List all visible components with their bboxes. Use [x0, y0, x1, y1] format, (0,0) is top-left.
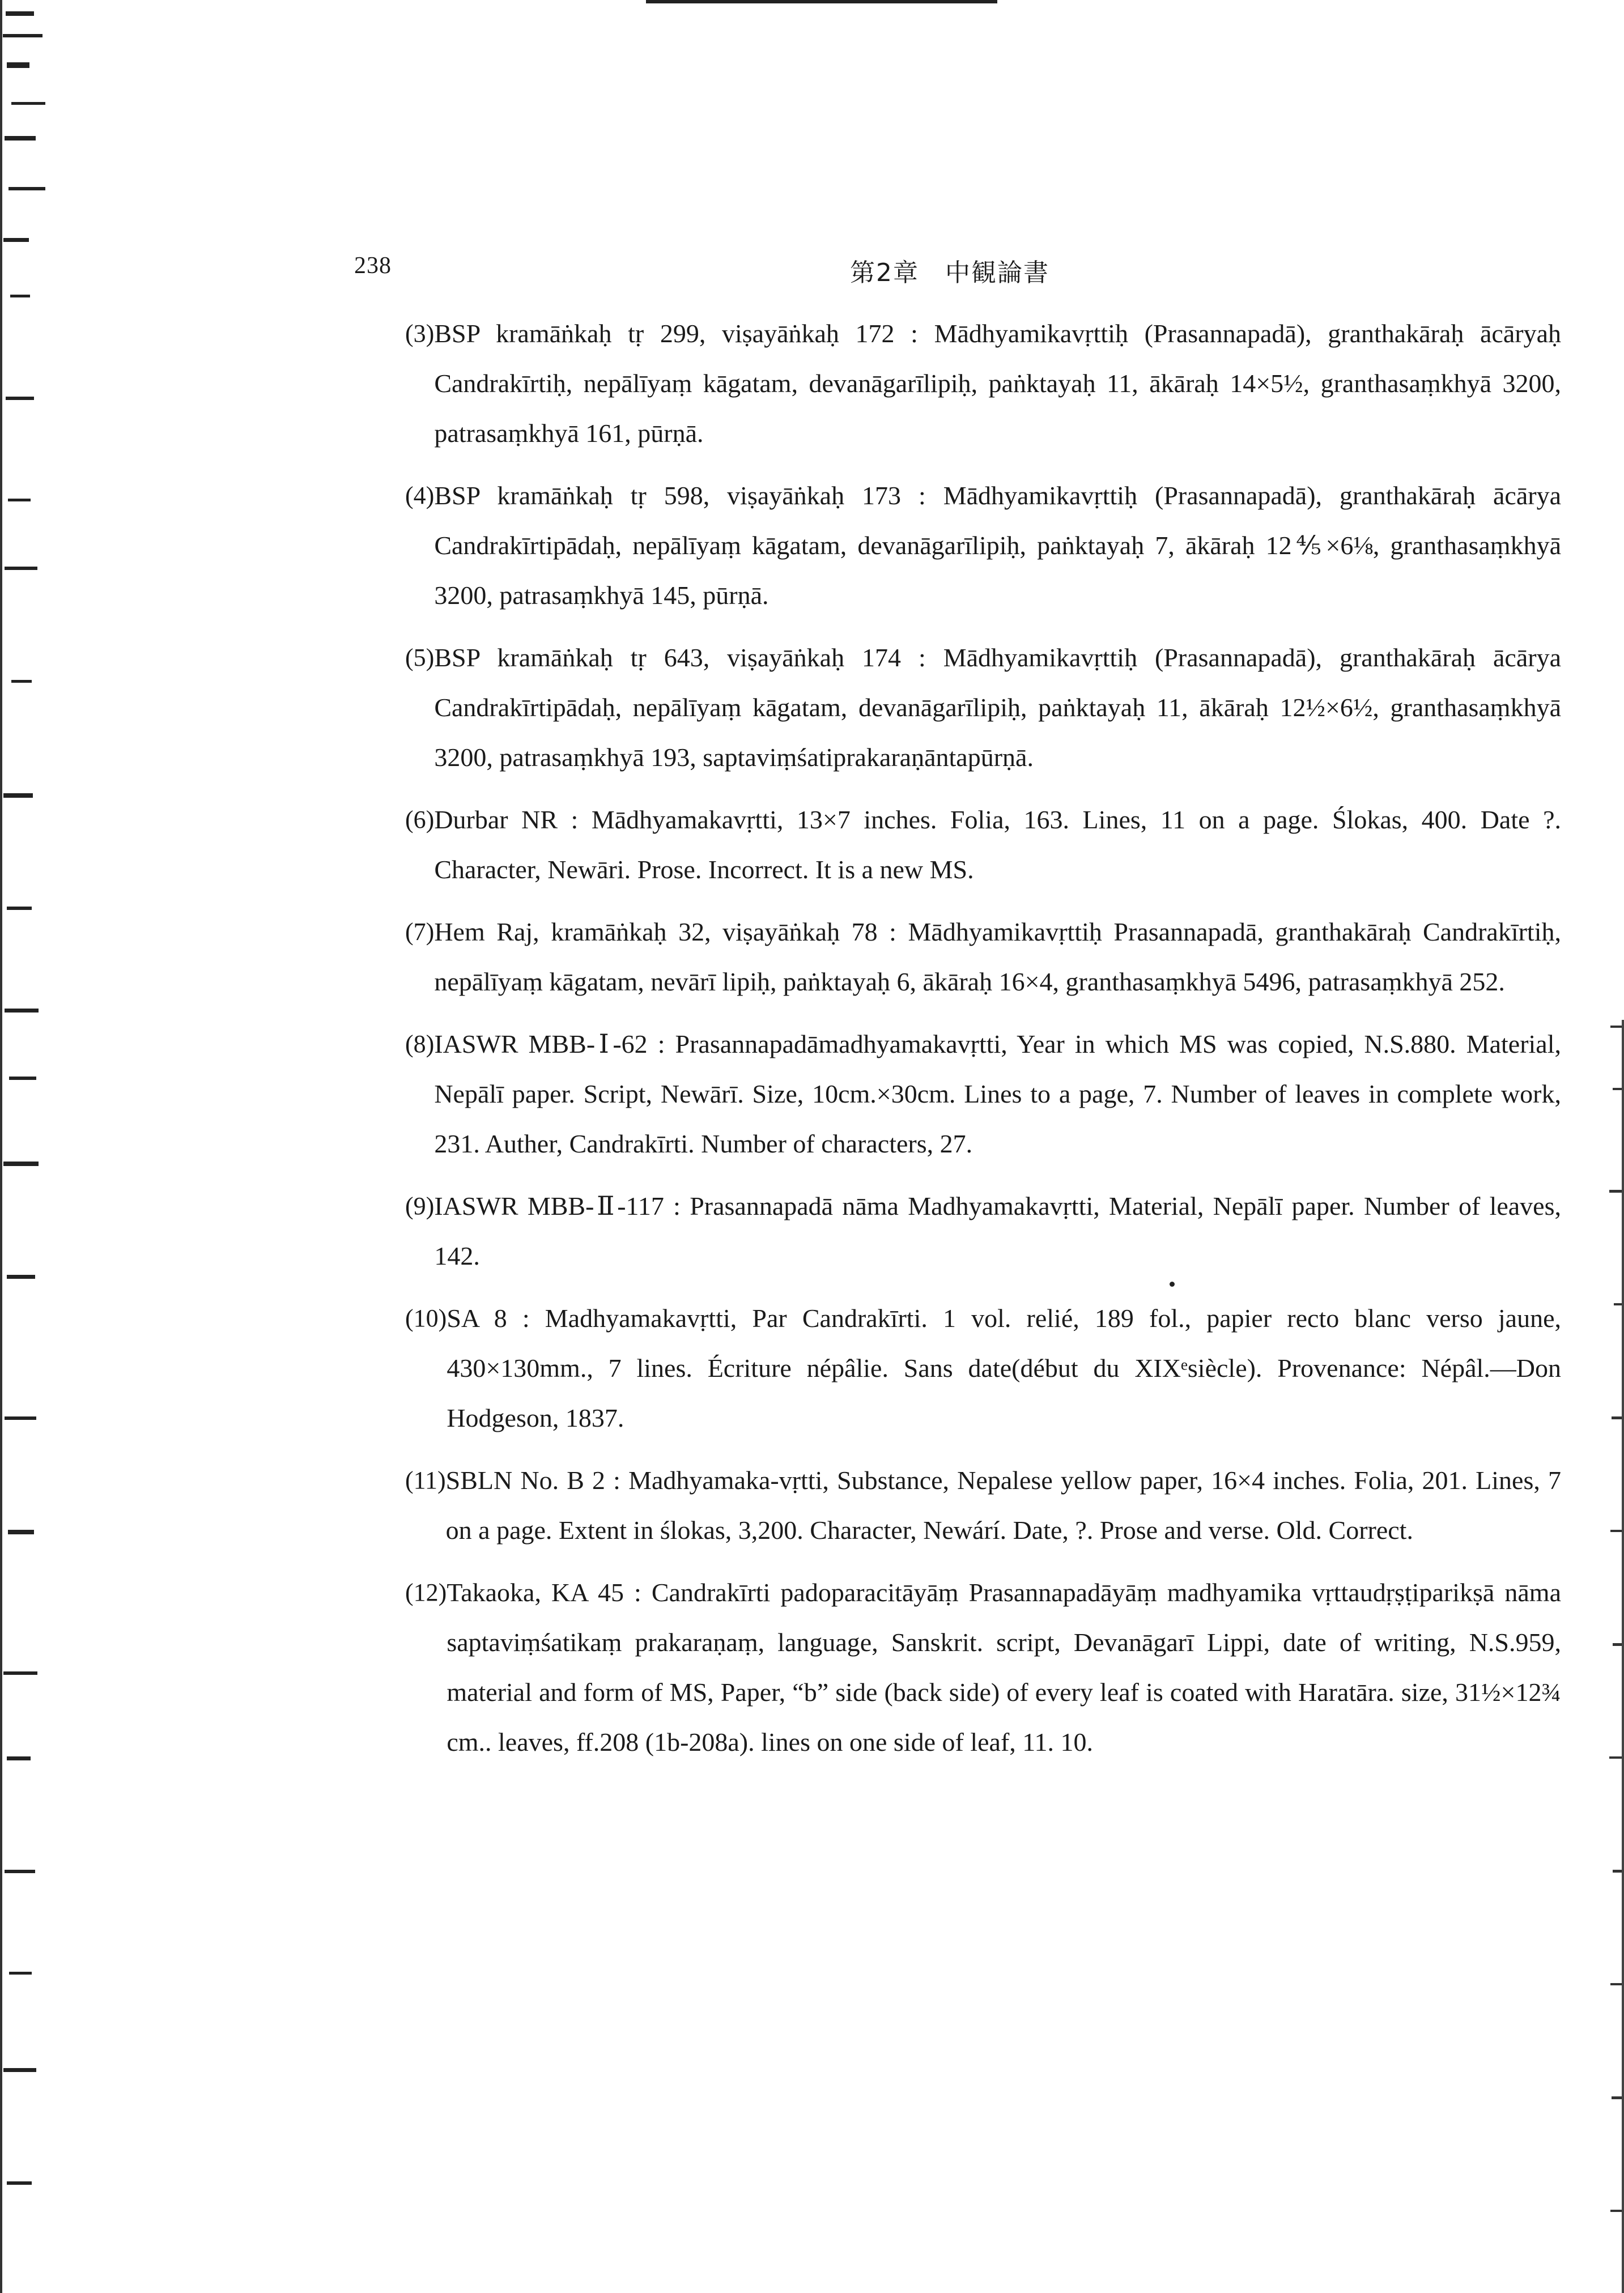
list-item [405, 471, 1561, 620]
entry-number: (12) [405, 1579, 447, 1606]
entry-number: (7) [405, 918, 435, 946]
entry-text: IASWR MBB-Ⅰ-62 : Prasannapadāmadhyamakavṛtti, Year in which MS was copied, N.S.880. Material, Nepālī paper. Script, Newārī. Size, 10cm.×30cm. Lines to a page, 7. Number of leaves in complete work, 231. Auther, Candrakīrti. Number of characters, 27. [434, 1029, 1561, 1158]
entry-text: SA 8 : Madhyamakavṛtti, Par Candrakīrti. 1 vol. relié, 189 fol., papier recto blanc verso jaune, 430×130mm., 7 lines. Écriture népâlie. Sans date(début du XIXᵉsiècle). Provenance: Népâl.—Don Hodgeson, 1837. [447, 1304, 1561, 1432]
right-scan-edge [1590, 1020, 1624, 2293]
entry-number: (5) [405, 644, 435, 671]
entry-text: BSP kramāṅkaḥ tṛ 598, viṣayāṅkaḥ 173 : Mādhyamikavṛttiḥ (Prasannapadā), granthakāraḥ ācārya Candrakīrtipādaḥ, nepālīyaṃ kāgatam, devanāgarīlipiḥ, paṅktayaḥ 7, ākāraḥ 12⅘×6⅛, granthasaṃkhyā 3200, patrasaṃkhyā 145, pūrṇā. [434, 481, 1561, 610]
list-item [405, 633, 1561, 782]
entry-number: (6) [405, 806, 435, 833]
entry-number: (3) [405, 320, 435, 347]
top-rule [646, 0, 997, 3]
chapter-title: 第2章 中観論書 [850, 258, 1049, 287]
entry-text: IASWR MBB-Ⅱ-117 : Prasannapadā nāma Madhyamakavṛtti, Material, Nepālī paper. Number of leaves, 142. [434, 1192, 1561, 1270]
list-item [405, 1456, 1561, 1555]
list-item [405, 1181, 1561, 1281]
list-item [405, 309, 1561, 458]
list-item [405, 1294, 1561, 1443]
entry-text: BSP kramāṅkaḥ tṛ 643, viṣayāṅkaḥ 174 : Mādhyamikavṛttiḥ (Prasannapadā), granthakāraḥ ācārya Candrakīrtipādaḥ, nepālīyaṃ kāgatam, devanāgarīlipiḥ, paṅktayaḥ 11, ākāraḥ 12½×6½, granthasaṃkhyā 3200, patrasaṃkhyā 193, saptaviṃśatiprakaraṇāntapūrṇā. [434, 643, 1561, 772]
entry-number: (10) [405, 1304, 447, 1332]
list-item [405, 907, 1561, 1007]
list-item [405, 795, 1561, 895]
entry-number: (8) [405, 1030, 435, 1058]
entry-text: Takaoka, KA 45 : Candrakīrti padoparacitāyāṃ Prasannapadāyāṃ madhyamika vṛttaudṛṣṭiparikṣā nāma saptaviṃśatikaṃ prakaraṇaṃ, language, Sanskrit. script, Devanāgarī Lippi, date of writing, N.S.959, material and form of MS, Paper, “b” side (back side) of every leaf is coated with Haratāra. size, 31½×12¾ cm.. leaves, ff.208 (1b-208a). lines on one side of leaf, 11. 10. [447, 1578, 1561, 1756]
entry-number: (9) [405, 1192, 435, 1220]
entry-text: BSP kramāṅkaḥ tṛ 299, viṣayāṅkaḥ 172 : Mādhyamikavṛttiḥ (Prasannapadā), granthakāraḥ ācāryaḥ Candrakīrtiḥ, nepālīyaṃ kāgatam, devanāgarīlipiḥ, paṅktayaḥ 11, ākāraḥ 14×5½, granthasaṃkhyā 3200, patrasaṃkhyā 161, pūrṇā. [434, 319, 1561, 448]
manuscript-list [405, 309, 1561, 1780]
entry-text: Durbar NR : Mādhyamakavṛtti, 13×7 inches. Folia, 163. Lines, 11 on a page. Ślokas, 400. Date ?. Character, Newāri. Prose. Incorrect. It is a new MS. [434, 805, 1561, 884]
list-item [405, 1568, 1561, 1767]
stray-mark [1170, 1282, 1175, 1287]
entry-number: (4) [405, 482, 435, 509]
entry-number: (11) [405, 1466, 446, 1494]
left-scan-edge [0, 0, 62, 2293]
page-number: 238 [354, 253, 392, 279]
entry-text: SBLN No. B 2 : Madhyamaka-vṛtti, Substance, Nepalese yellow paper, 16×4 inches. Folia, 201. Lines, 7 on a page. Extent in ślokas, 3,200. Character, Newárí. Date, ?. Prose and verse. Old. Correct. [445, 1466, 1561, 1545]
entry-text: Hem Raj, kramāṅkaḥ 32, viṣayāṅkaḥ 78 : Mādhyamikavṛttiḥ Prasannapadā, granthakāraḥ Candrakīrtiḥ, nepālīyaṃ kāgatam, nevārī lipiḥ, paṅktayaḥ 6, ākāraḥ 16×4, granthasaṃkhyā 5496, patrasaṃkhyā 252. [434, 917, 1561, 996]
list-item [405, 1019, 1561, 1169]
